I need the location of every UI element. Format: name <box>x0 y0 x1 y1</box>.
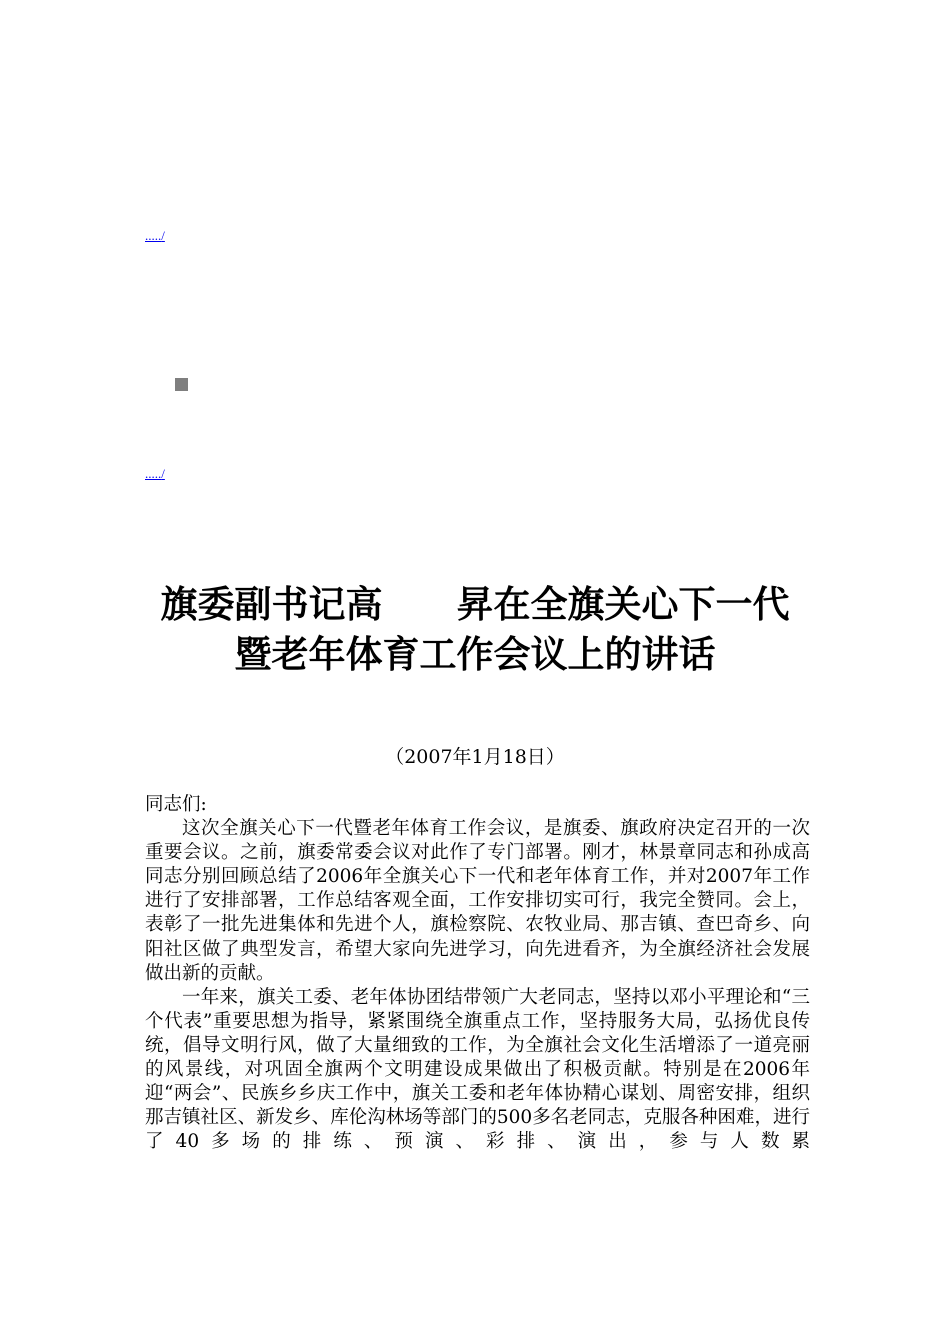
placeholder-image-icon <box>175 378 188 391</box>
document-title-line-2: 暨老年体育工作会议上的讲话 <box>234 633 716 676</box>
top-link[interactable]: ...../ <box>145 228 165 243</box>
second-link[interactable]: ...../ <box>145 466 165 481</box>
document-body <box>145 793 810 1154</box>
salutation: 同志们: <box>145 794 207 815</box>
document-title-line-1: 旗委副书记高 昇在全旗关心下一代 <box>160 583 790 626</box>
paragraph-1: 这次全旗关心下一代暨老年体育工作会议，是旗委、旗政府决定召开的一次重要会议。之前，旗委常委会议对此作了专门部署。刚才，林景章同志和孙成高同志分别回顾总结了2006年全旗关心下一代和老年体育工作，并对2007年工作进行了安排部署，工作总结客观全面，工作安排切实可行，我完全赞同。会上，表彰了一批先进集体和先进个人，旗检察院、农牧业局、那吉镇、查巴奇乡、向阳社区做了典型发言，希望大家向先进学习，向先进看齐，为全旗经济社会发展做出新的贡献。 <box>145 818 810 984</box>
document-date: （2007年1月18日） <box>385 746 565 768</box>
paragraph-2: 一年来，旗关工委、老年体协团结带领广大老同志，坚持以邓小平理论和“三个代表”重要思想为指导，紧紧围绕全旗重点工作，坚持服务大局，弘扬优良传统，倡导文明行风，做了大量细致的工作，为全旗社会文化生活增添了一道亮丽的风景线，对巩固全旗两个文明建设成果做出了积极贡献。特别是在2006年迎“两会”、民族乡乡庆工作中，旗关工委和老年体协精心谋划、周密安排，组织那吉镇社区、新发乡、库伦沟林场等部门的500多名老同志，克服各种困难，进行了40多场的排练、预演、彩排、演出，参与人数累 <box>145 986 810 1153</box>
